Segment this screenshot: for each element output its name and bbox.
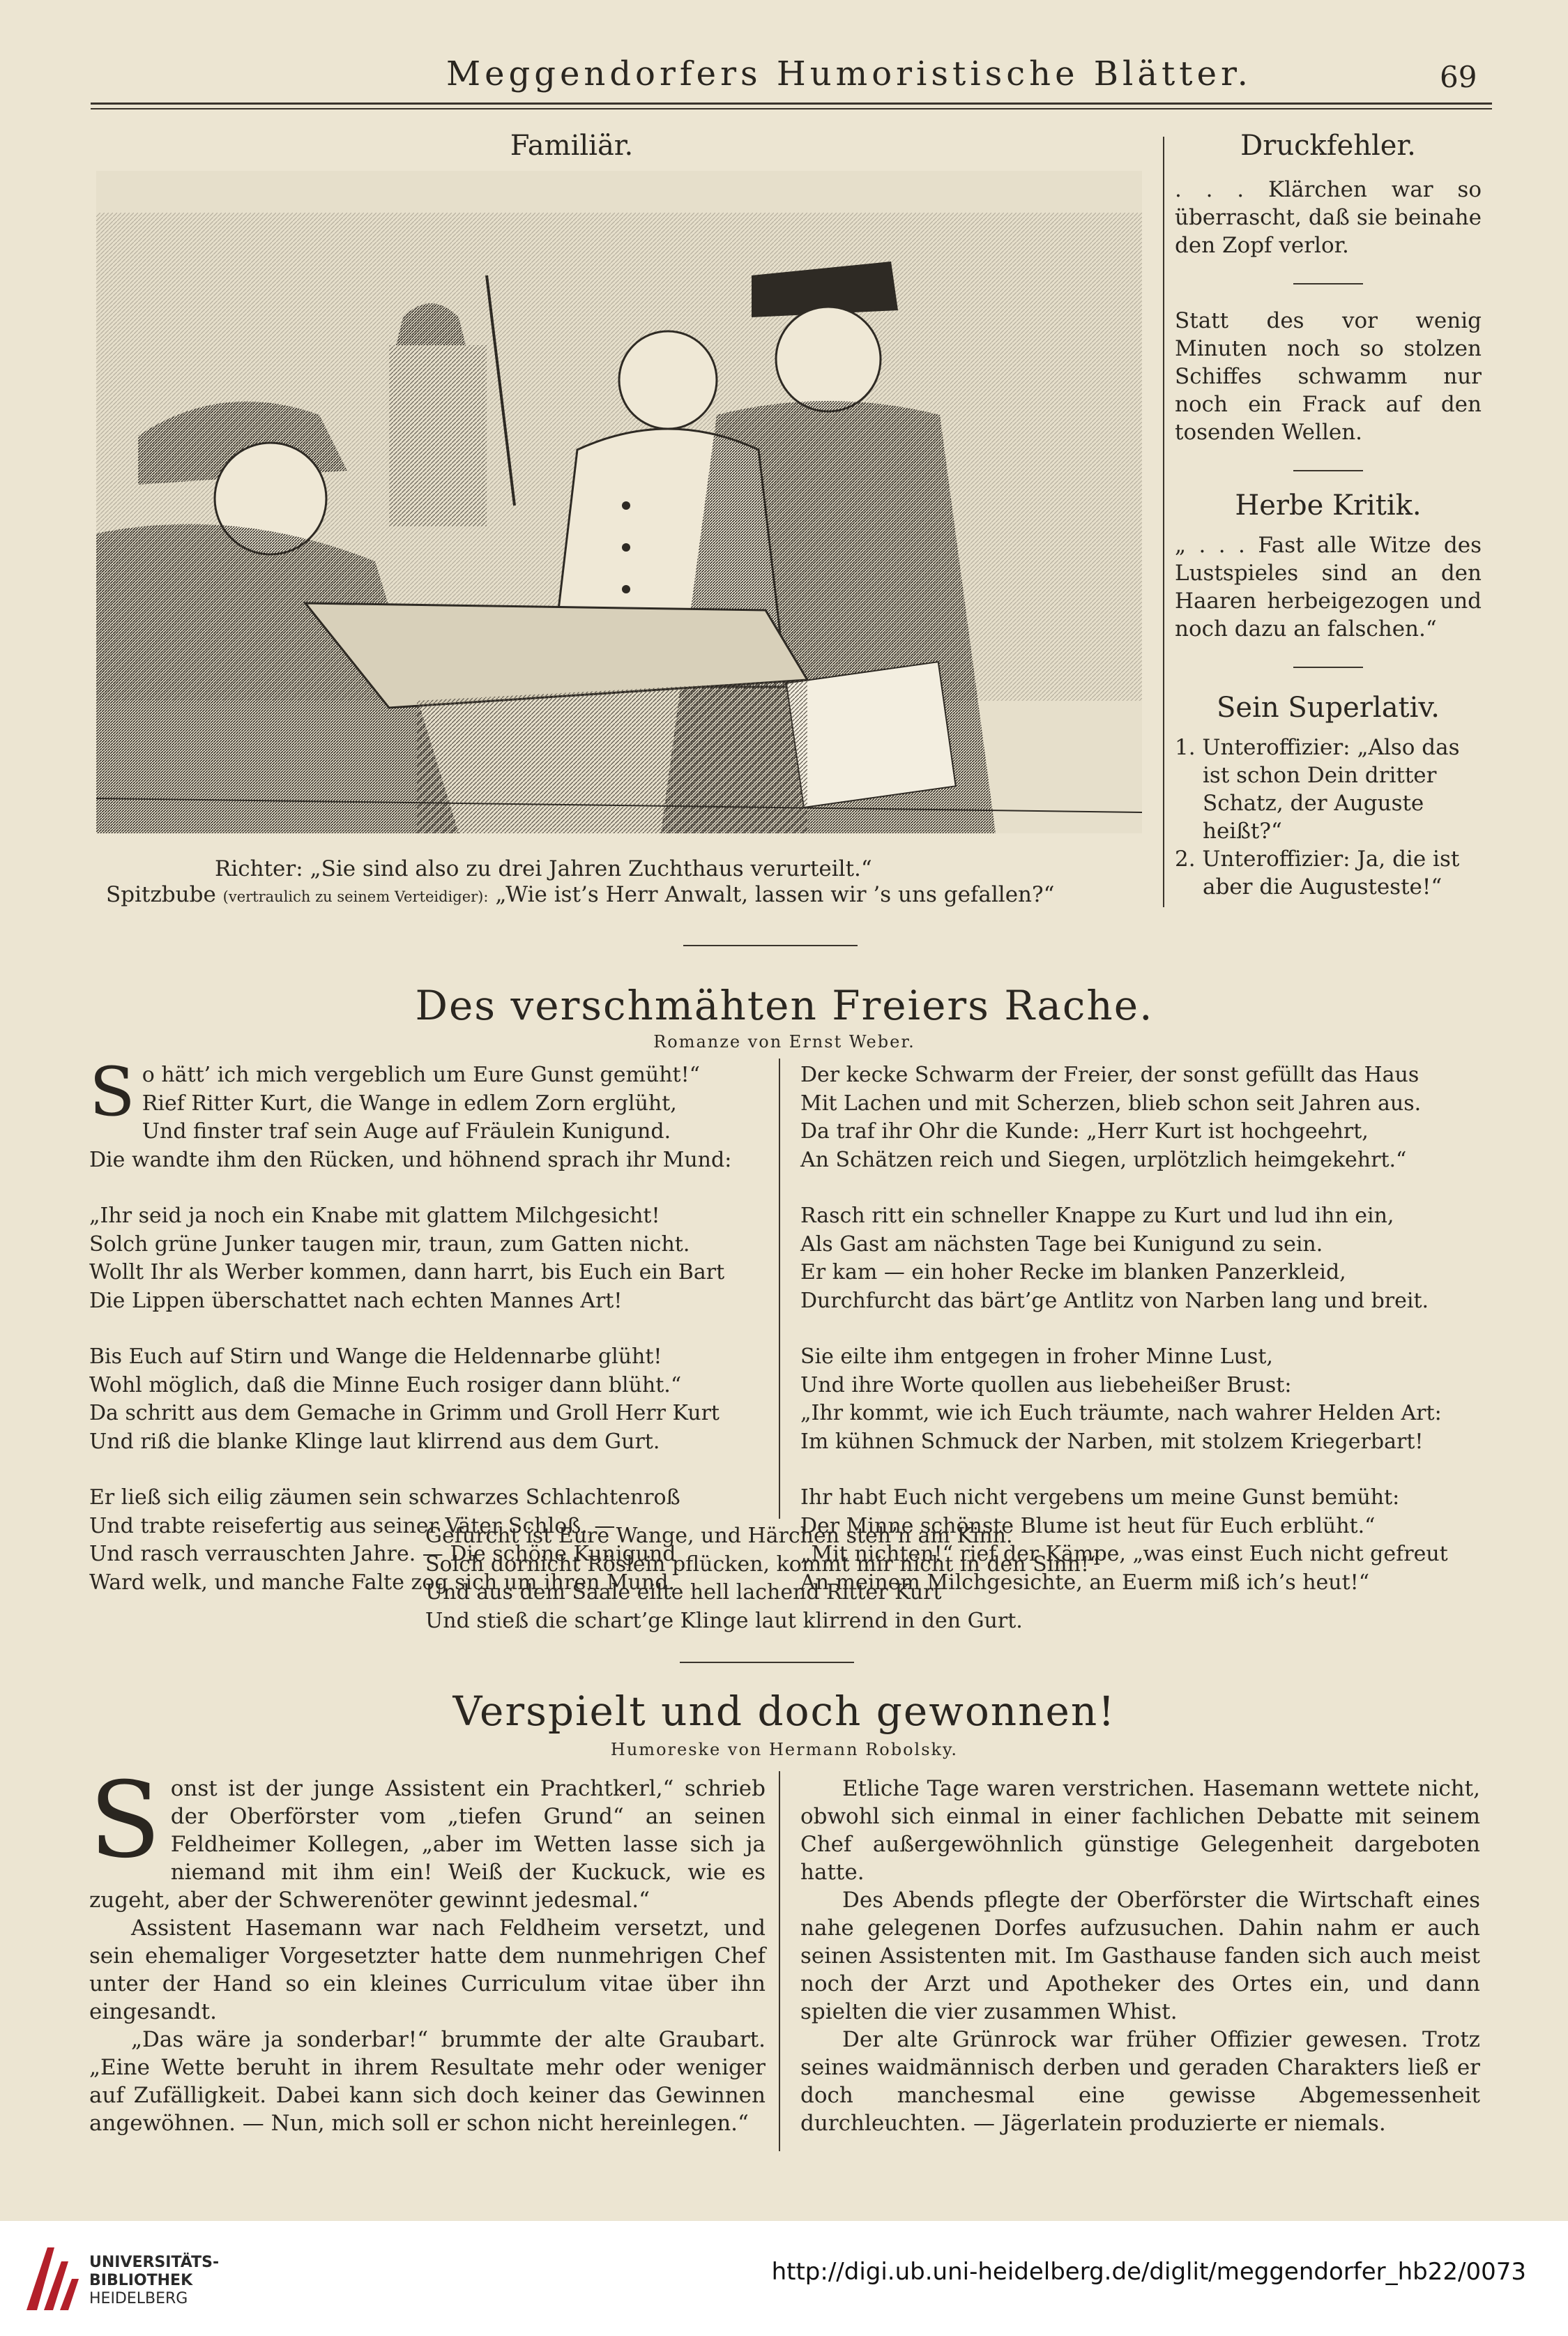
poem-stanza-1: S o hätt’ ich mich vergeblich um Eure Gunst gemüht!“ Rief Ritter Kurt, die Wange in edlem Zorn erglüht, Und finster traf sein Auge auf Fräulein Kunigund. Die wandte ihm den Rücken, und höhnend sprach ihr Mund: (89, 1053, 732, 1172)
sidebar-text-4b: 2. Unteroffizier: Ja, die ist aber die Augusteste!“ (1175, 847, 1460, 900)
journal-title: Meggendorfers Humoristische Blätter. (446, 54, 1252, 93)
header-rule-bottom (91, 108, 1492, 109)
separator-2 (680, 1662, 854, 1663)
sidebar-divider (1163, 137, 1164, 907)
caption-judge-text: „Sie sind also zu drei Jahren Zuchthaus verurteilt.“ (310, 856, 872, 881)
sidebar-title-4: Sein Superlativ. (1217, 692, 1440, 724)
sidebar-text-4a: 1. Unteroffizier: „Also das ist schon Dein dritter Schatz, der Auguste heißt?“ (1175, 735, 1460, 844)
poem-dropcap: S (89, 1053, 135, 1131)
source-url-link[interactable]: http://digi.ub.uni-heidelberg.de/diglit/meggendorfer_hb22/0073 (771, 2258, 1526, 2286)
story-title: Verspielt und doch gewonnen! (452, 1687, 1116, 1735)
caption-rascal-aside: (vertraulich zu seinem Verteidiger): (222, 888, 489, 905)
story-paragraph-1: Sonst ist der junge Assistent ein Prachtkerl,“ schrieb der Oberförster vom „tiefen Grund“ an seinen Feldheimer Kollegen, „aber im Wetten lasse sich ja niemand mit ihm ein! Weiß der Kuckuck, wie es zugeht, aber der Schwerenöter gewinnt jedesmal.“ (89, 1760, 766, 1913)
story-left-column (89, 1760, 766, 2137)
story-column-divider (779, 1771, 780, 2151)
story-byline: Humoreske von Hermann Robolsky. (610, 1740, 959, 1759)
sidebar (1175, 130, 1482, 901)
sidebar-title-1: Druckfehler. (1240, 130, 1416, 162)
sidebar-text-3: „ . . . Fast alle Witze des Lustspieles sind an den Haaren herbeigezogen und noch dazu an falschen.“ (1175, 533, 1482, 642)
poem-stanza-6: Rasch ritt ein schneller Knappe zu Kurt und lud ihn ein, Als Gast am nächsten Tage bei Kunigund zu sein. Er kam — ein hoher Recke im blanken Panzerkleid, Durchfurcht das bärt’ge Antlitz von Narben lang und breit. (800, 1204, 1429, 1313)
sidebar-title-3: Herbe Kritik. (1235, 490, 1422, 522)
separator-1 (683, 945, 858, 946)
story-paragraph-3: „Das wäre ja sonderbar!“ brummte der alte Graubart. „Eine Wette beruht in ihrem Resultate mehr oder weniger auf Zufälligkeit. Dabei kann sich doch keiner das Gewinnen angewöhnen. — Nun, mich soll er schon nicht hereinlegen.“ (89, 2027, 766, 2136)
story-paragraph-5: Des Abends pflegte der Oberförster die Wirtschaft eines nahe gelegenen Dorfes aufzusuchen. Dahin nahm er auch seinen Assistenten mit. Im Gasthause fanden sich auch meist noch der Arzt und Apotheker des Ortes ein, und dann spielten die vier zusammen Whist. (800, 1888, 1480, 2024)
poem-stanza-2: „Ihr seid ja noch ein Knabe mit glattem Milchgesicht! Solch grüne Junker taugen mir, traun, zum Gatten nicht. Wollt Ihr als Werber kommen, dann harrt, bis Euch ein Bart Die Lippen überschattet nach echten Mannes Art! (89, 1204, 725, 1313)
caption-rascal-text: „Wie ist’s Herr Anwalt, lassen wir ’s uns gefallen?“ (495, 882, 1055, 907)
story-paragraph-6: Der alte Grünrock war früher Offizier gewesen. Trotz seines waidmännisch derben und geraden Charakters ließ er doch manchesmal eine gewisse Abgemessenheit durchleuchten. — Jägerlatein produzierte er niemals. (800, 2027, 1480, 2136)
poem-stanza-7: Sie eilte ihm entgegen in froher Minne Lust, Und ihre Worte quollen aus liebeheißer Brust: „Ihr kommt, wie ich Euch träumte, nach wahrer Helden Art: Im kühnen Schmuck der Narben, mit stolzem Kriegerbart! (800, 1344, 1442, 1454)
poem-stanza-8: Ihr habt Euch nicht vergebens um meine Gunst bemüht: Der Minne schönste Blume ist heut für Euch erblüht.“ „Mit nichten!“ rief der Kämpe, „was einst Euch nicht gefreut An meinem Milchgesichte, an Euerm miß ich’s heut!“ (800, 1485, 1448, 1595)
university-logo-icon (20, 2240, 82, 2317)
poem-stanza-5: Der kecke Schwarm der Freier, der sonst gefüllt das Haus Mit Lachen und mit Scherzen, blieb schon seit Jahren aus. Da traf ihr Ohr die Kunde: „Herr Kurt ist hochgeehrt, An Schätzen reich und Siegen, urplötzlich heimgekehrt.“ (800, 1063, 1422, 1172)
sidebar-text-2: Statt des vor wenig Minuten noch so stolzen Schiffes schwamm nur noch ein Frack auf den tosenden Wellen. (1175, 308, 1482, 445)
caption-judge (215, 856, 872, 881)
sidebar-text-1: . . . Klärchen war so überrascht, daß sie beinahe den Zopf verlor. (1175, 177, 1482, 258)
university-name: UNIVERSITÄTS- BIBLIOTHEK HEIDELBERG (89, 2254, 220, 2307)
story-dropcap: S (89, 1760, 161, 1881)
court-scene-drawing (96, 171, 1142, 833)
poem-title: Des verschmähten Freiers Rache. (415, 982, 1154, 1029)
poem-stanza-3: Bis Euch auf Stirn und Wange die Heldennarbe glüht! Wohl möglich, daß die Minne Euch rosiger dann blüht.“ Da schritt aus dem Gemache in Grimm und Groll Herr Kurt Und riß die blanke Klinge laut klirrend aus dem Gurt. (89, 1344, 720, 1454)
story-right-column (800, 1775, 1480, 2137)
page-number: 69 (1440, 60, 1477, 94)
caption-rascal (106, 882, 1054, 907)
poem-stanza-4: Er ließ sich eilig zäumen sein schwarzes Schlachtenroß Und trabte reisefertig aus seiner Väter Schloß. — Und rasch verrauschten Jahre. — Die schöne Kunigund Ward welk, und manche Falte zog sich um ihren Mund. (89, 1485, 680, 1595)
header-rule-top (91, 103, 1492, 105)
poem-final-stanza: Gefurcht ist Eure Wange, und Härchen steh’n am Kinn. Solch dornicht Röslein pflücken, kommt mir nicht in den Sinn!“ Und aus dem Saale eilte hell lachend Ritter Kurt Und stieß die schart’ge Klinge laut klirrend in den Gurt. (425, 1524, 1100, 1633)
story-paragraph-4: Etliche Tage waren verstrichen. Hasemann wettete nicht, obwohl sich einmal in einer fachlichen Debatte mit seinem Chef außergewöhnlich günstige Gelegenheit dargeboten hatte. (800, 1776, 1480, 1885)
poem-byline: Romanze von Ernst Weber. (653, 1032, 915, 1052)
cartoon-title: Familiär. (510, 130, 634, 162)
caption-rascal-speaker: Spitzbube (106, 882, 216, 907)
story-paragraph-2: Assistent Hasemann war nach Feldheim versetzt, und sein ehemaliger Vorgesetzter hatte dem nunmehrigen Chef unter der Hand so ein kleines Curriculum vitae über ihn eingesandt. (89, 1916, 766, 2024)
poem-column-divider (779, 1059, 780, 1519)
cartoon-illustration (96, 171, 1142, 833)
caption-judge-speaker: Richter: (215, 856, 303, 881)
